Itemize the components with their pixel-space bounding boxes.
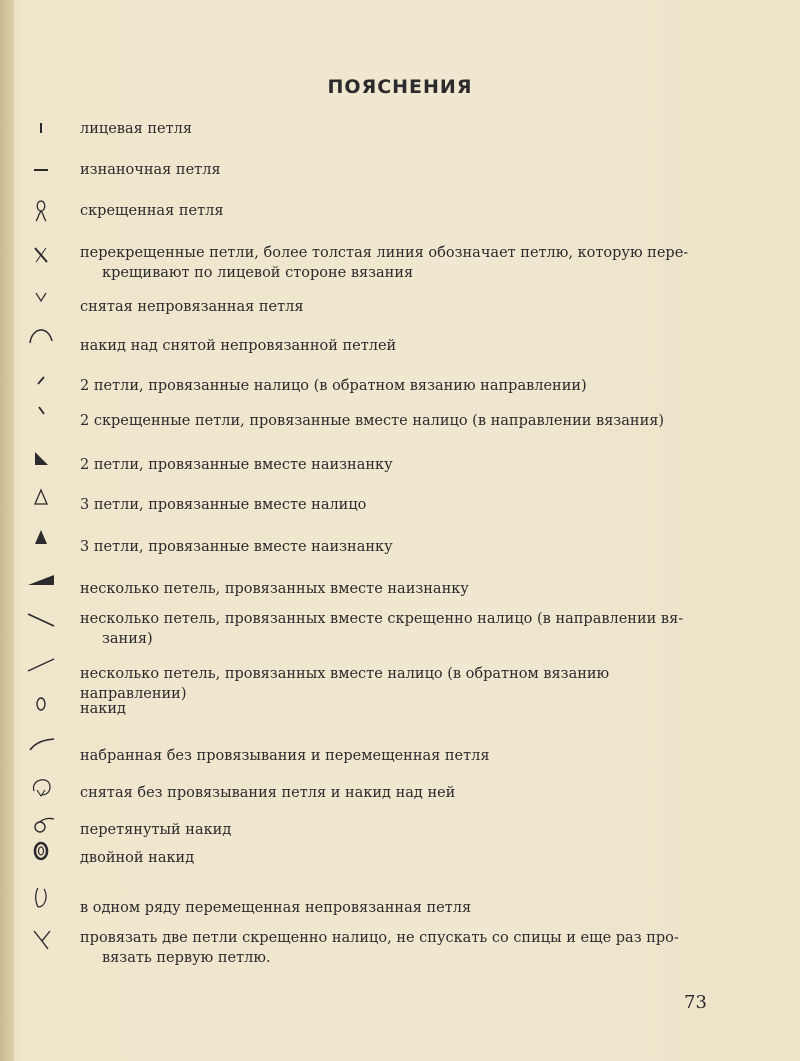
p2tog-icon <box>20 443 62 473</box>
double-yarn-over-icon <box>20 836 62 866</box>
crossed-stitches-icon <box>20 240 62 270</box>
legend-item: 2 петли, провязанные вместе наизнанку <box>80 457 393 473</box>
twisted-k2-icon <box>20 924 62 954</box>
multi-ptog-icon <box>20 566 62 596</box>
legend-item: накид над снятой непровязанной петлей <box>80 338 397 354</box>
k2tog-reverse-icon <box>20 365 62 395</box>
legend-item: набранная без провязывания и перемещенная петля <box>80 748 490 764</box>
legend-item: провязать две петли скрещенно налицо, не спускать со спицы и еще раз про- вязать первую петлю. <box>80 930 679 966</box>
legend-item: 3 петли, провязанные вместе налицо <box>80 497 367 513</box>
legend-item: изнаночная петля <box>80 162 221 178</box>
slipped-with-yarn-over-icon <box>20 772 62 802</box>
page-number: 73 <box>684 992 707 1013</box>
pulled-yarn-over-icon <box>20 809 62 839</box>
purl-stitch-icon <box>20 155 62 185</box>
legend-item: накид <box>80 701 126 717</box>
knit-stitch-icon <box>20 114 62 144</box>
twisted-stitch-icon <box>20 196 62 226</box>
legend-item: несколько петель, провязанных вместе наизнанку <box>80 581 469 597</box>
legend-item: перекрещенные петли, более толстая линия обозначает петлю, которую пере- крещивают по лицевой стороне вязания <box>80 245 689 281</box>
legend-item: в одном ряду перемещенная непровязанная петля <box>80 900 472 916</box>
book-spine <box>0 0 14 1061</box>
yarn-over-icon <box>20 689 62 719</box>
legend-item: несколько петель, провязанных вместе налицо (в обратном вязанию направлении) <box>80 666 610 702</box>
k3tog-icon <box>20 482 62 512</box>
legend-item: перетянутый накид <box>80 822 232 838</box>
multi-ktog-reverse-icon <box>20 650 62 680</box>
legend-item: снятая без провязывания петля и накид над ней <box>80 785 456 801</box>
slipped-stitch-icon <box>20 282 62 312</box>
moved-stitch-icon <box>20 884 62 914</box>
multi-ktog-twisted-icon <box>20 605 62 635</box>
page-title: ПОЯСНЕНИЯ <box>327 76 473 98</box>
yarn-over-slipped-icon <box>20 320 62 350</box>
k2tog-twisted-icon <box>20 396 62 426</box>
legend-item: двойной накид <box>80 850 195 866</box>
legend-item: 3 петли, провязанные вместе наизнанку <box>80 539 393 555</box>
legend-item: несколько петель, провязанных вместе скрещенно налицо (в направлении вя- зания) <box>80 611 684 647</box>
legend-item: скрещенная петля <box>80 203 224 219</box>
legend-item: 2 петли, провязанные налицо (в обратном вязанию направлении) <box>80 378 587 394</box>
cast-on-moved-icon <box>20 729 62 759</box>
p3tog-icon <box>20 522 62 552</box>
legend-item: 2 скрещенные петли, провязанные вместе налицо (в направлении вязания) <box>80 413 665 429</box>
legend-item: лицевая петля <box>80 121 192 137</box>
legend-item: снятая непровязанная петля <box>80 299 304 315</box>
